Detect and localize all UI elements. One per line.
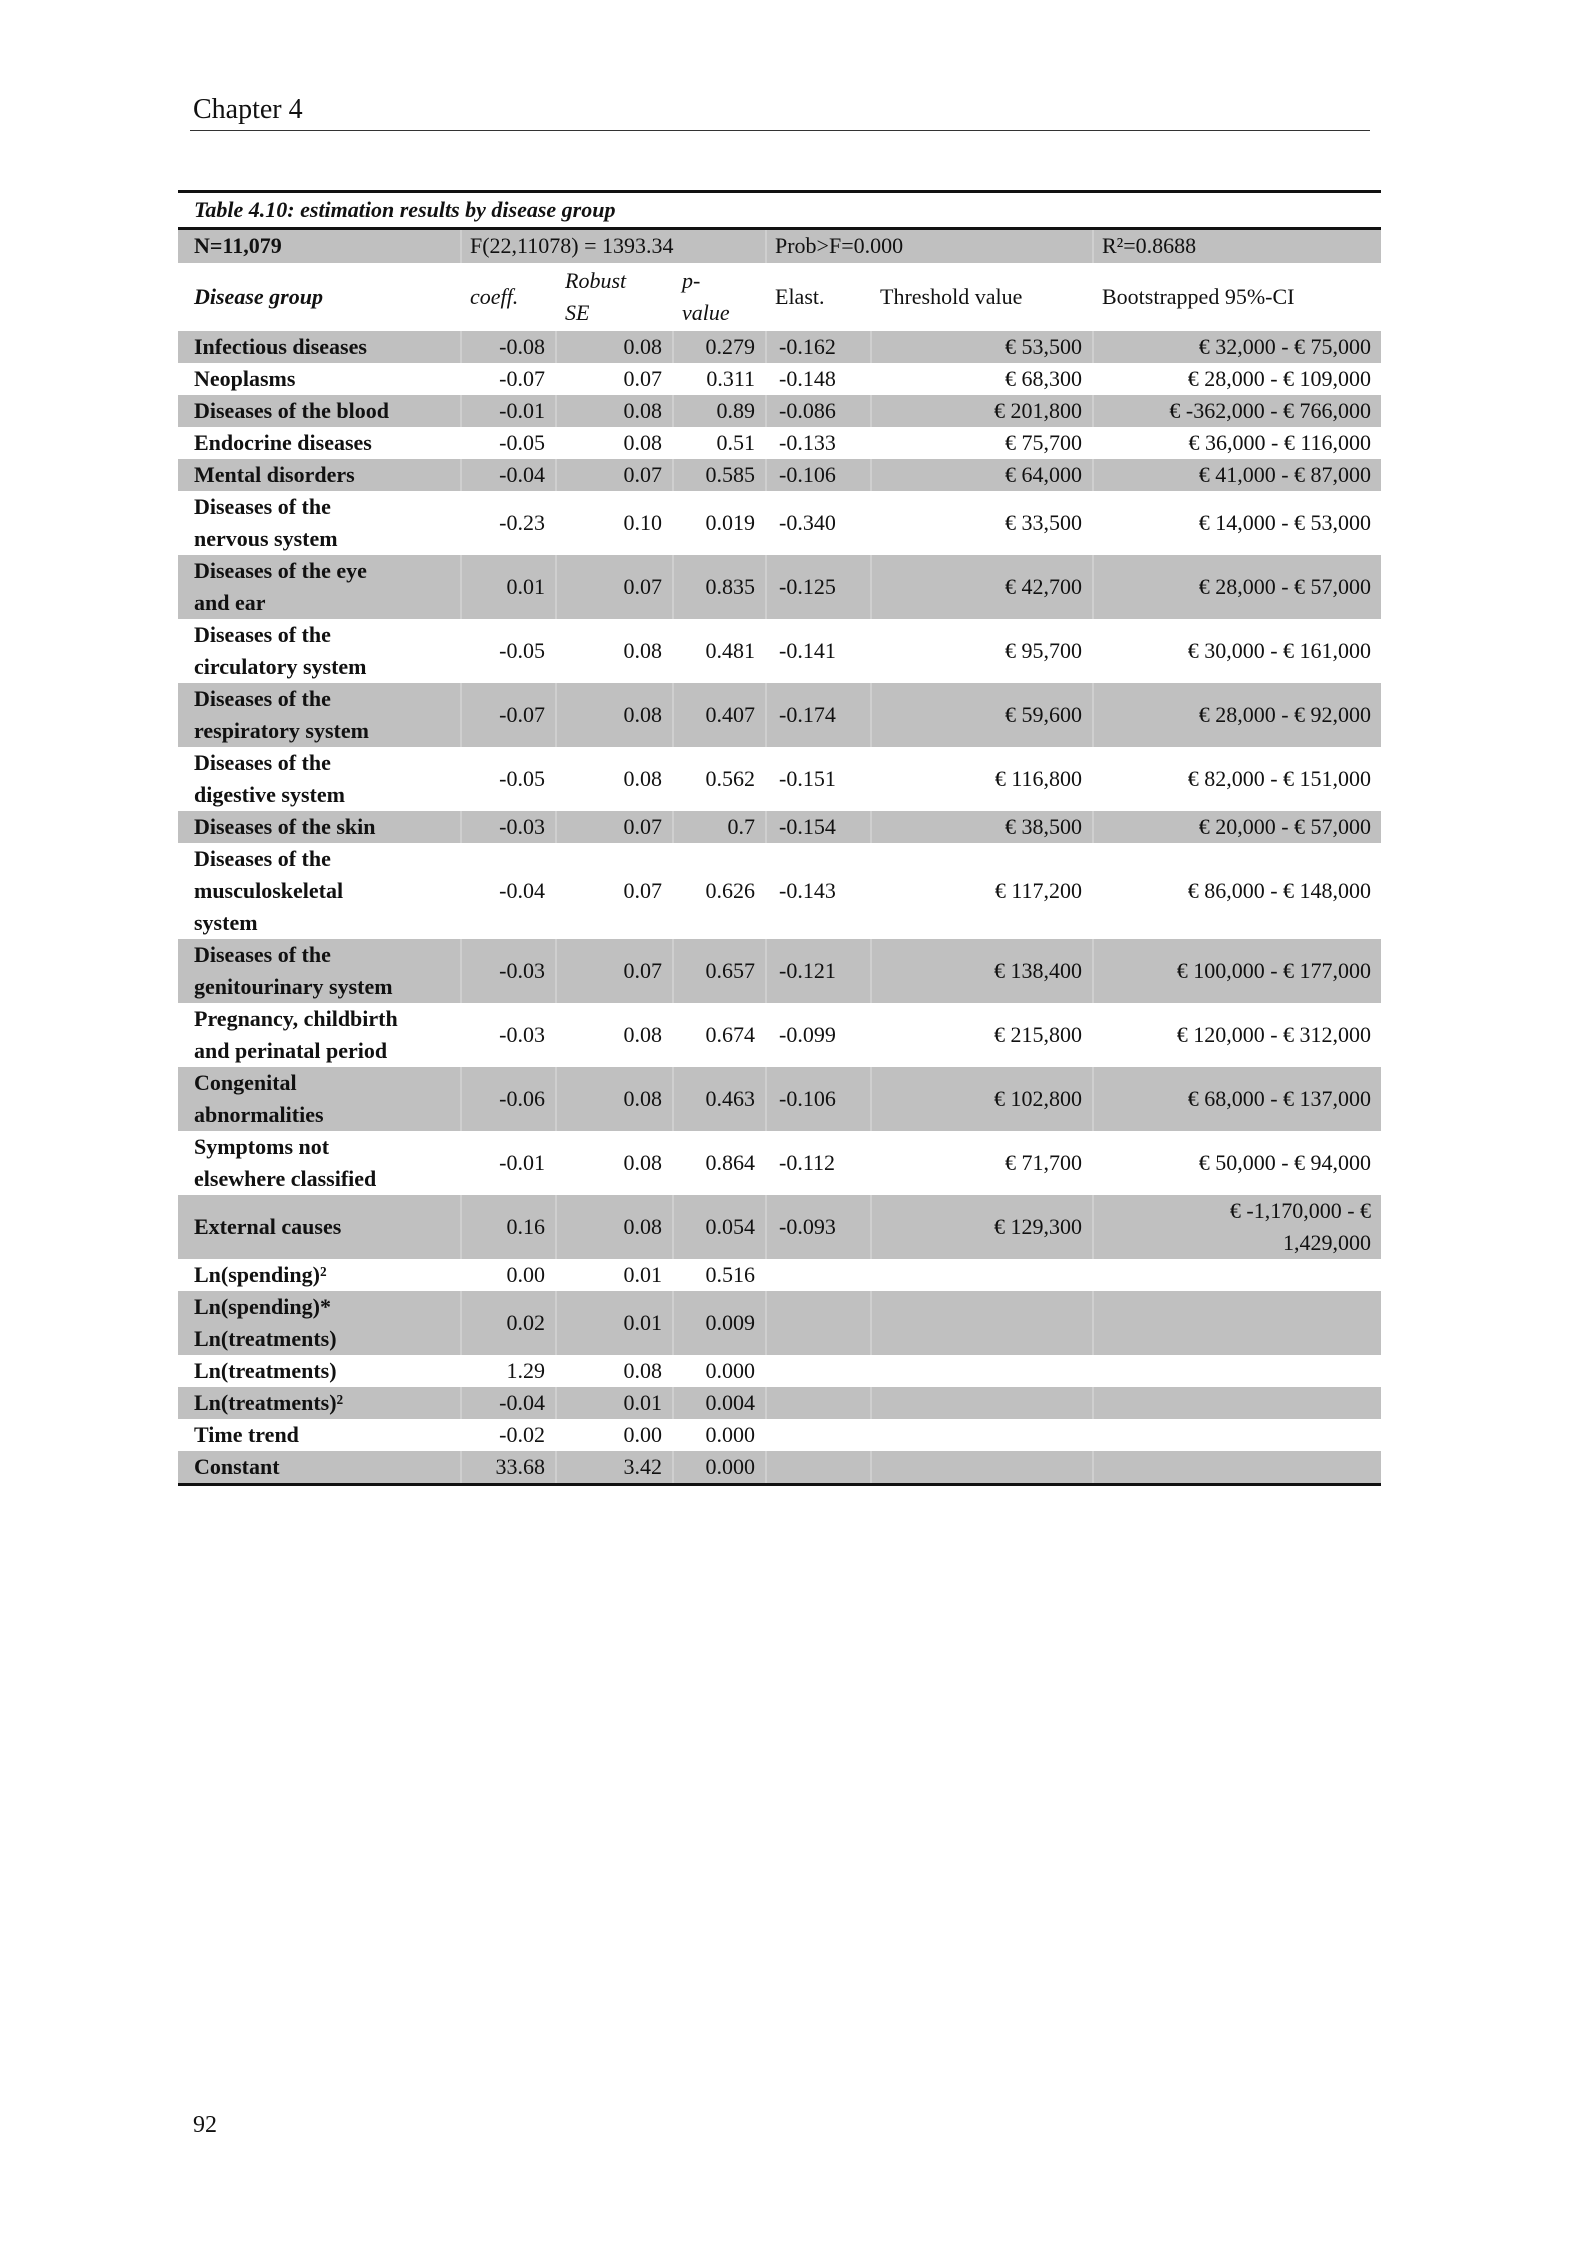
coeff-cell: -0.03 [460,811,555,843]
threshold-cell: € 75,700 [1005,429,1082,455]
se-cell: 0.08 [555,331,672,363]
threshold-cell: € 42,700 [870,555,1092,619]
threshold-cell: € 38,500 [870,811,1092,843]
se-cell: 0.07 [555,939,672,1003]
coeff-cell: -0.07 [499,365,545,391]
elasticity-cell: -0.154 [765,811,870,843]
p-value-cell: 0.311 [706,365,755,391]
row-label: Endocrine diseases [194,429,372,455]
ci-cell [1092,1419,1381,1451]
table-row [178,1131,1381,1195]
threshold-cell: € 53,500 [870,331,1092,363]
table-row [178,619,1381,683]
row-label: Diseases of the skin [178,811,460,843]
elasticity-cell: -0.125 [765,555,870,619]
table-row [178,427,1381,459]
p-value-cell: 0.626 [705,877,755,903]
coeff-cell: 0.01 [460,555,555,619]
p-value-cell: 0.009 [672,1291,765,1355]
threshold-cell [870,1259,1092,1291]
threshold-cell: € 64,000 [870,459,1092,491]
se-cell: 0.07 [555,811,672,843]
ci-cell: € 28,000 - € 109,000 [1187,365,1372,391]
coeff-cell: -0.05 [499,637,545,663]
row-label: Ln(spending)* Ln(treatments) [178,1291,460,1355]
p-value-cell: 0.000 [672,1451,765,1485]
coeff-cell: -0.08 [460,331,555,363]
col-header-se: Robust SE [565,267,627,325]
se-cell: 0.00 [623,1421,662,1447]
se-cell: 0.07 [623,365,662,391]
threshold-cell [870,1419,1092,1451]
ci-cell: € 68,000 - € 137,000 [1092,1067,1381,1131]
col-header-ci: Bootstrapped 95%-CI [1102,283,1295,309]
elasticity-cell: -0.106 [765,459,870,491]
coeff-cell: 0.16 [460,1195,555,1259]
row-label: Diseases of the digestive system [194,749,345,807]
p-value-cell: 0.054 [672,1195,765,1259]
col-header-coeff: coeff. [470,283,519,309]
threshold-cell: € 201,800 [870,395,1092,427]
row-label: Ln(treatments)² [178,1387,460,1419]
table-row [178,555,1381,619]
threshold-cell [870,1291,1092,1355]
elasticity-cell: -0.121 [765,939,870,1003]
se-cell: 0.08 [623,1149,662,1175]
elasticity-cell [765,1419,870,1451]
stat-n: N=11,079 [178,229,460,263]
p-value-cell: 0.000 [705,1357,755,1383]
coeff-cell: 1.29 [506,1357,545,1383]
chapter-header: Chapter 4 [193,94,303,125]
ci-cell: € 82,000 - € 151,000 [1187,765,1372,791]
threshold-cell: € 117,200 [994,877,1082,903]
col-header-group: Disease group [194,283,323,309]
table-row [178,331,1381,363]
row-label: External causes [178,1195,460,1259]
threshold-cell: € 138,400 [870,939,1092,1003]
elasticity-cell [765,1387,870,1419]
threshold-cell: € 116,800 [994,765,1082,791]
p-value-cell: 0.89 [672,395,765,427]
threshold-cell: € 215,800 [994,1021,1082,1047]
coeff-cell: -0.23 [499,509,545,535]
elasticity-cell: -0.133 [779,429,836,455]
coeff-cell: 0.02 [460,1291,555,1355]
table-row [178,1451,1381,1485]
table-row [178,843,1381,939]
se-cell: 0.07 [555,459,672,491]
p-value-cell: 0.481 [705,637,755,663]
table-row [178,1195,1381,1259]
ci-cell [1092,1259,1381,1291]
elasticity-cell: -0.143 [779,877,836,903]
se-cell: 0.07 [623,877,662,903]
row-label: Diseases of the blood [178,395,460,427]
row-label: Diseases of the musculoskeletal system [194,845,344,935]
col-header-p: p- value [682,267,730,325]
se-cell: 0.08 [623,1357,662,1383]
threshold-cell [870,1355,1092,1387]
threshold-cell: € 95,700 [1005,637,1082,663]
table-row [178,1387,1381,1419]
ci-cell: € 32,000 - € 75,000 [1092,331,1381,363]
p-value-cell: 0.51 [716,429,755,455]
ci-cell: € 36,000 - € 116,000 [1188,429,1372,455]
elasticity-cell: -0.148 [779,365,836,391]
se-cell: 0.01 [555,1291,672,1355]
p-value-cell: 0.835 [672,555,765,619]
row-label: Diseases of the nervous system [194,493,338,551]
table-row [178,363,1381,395]
ci-cell: € 20,000 - € 57,000 [1092,811,1381,843]
se-cell: 0.08 [555,1195,672,1259]
coeff-cell: -0.06 [460,1067,555,1131]
row-label: Congenital abnormalities [178,1067,460,1131]
se-cell: 0.01 [623,1261,662,1287]
row-label: Diseases of the circulatory system [194,621,367,679]
elasticity-cell: -0.141 [779,637,836,663]
table-row [178,811,1381,843]
row-label: Pregnancy, childbirth and perinatal period [194,1005,398,1063]
table-row [178,1003,1381,1067]
elasticity-cell: -0.174 [765,683,870,747]
coeff-cell: 0.00 [506,1261,545,1287]
elasticity-cell: -0.112 [779,1149,836,1175]
ci-cell: € 14,000 - € 53,000 [1198,509,1372,535]
row-label: Neoplasms [194,365,296,391]
se-cell: 3.42 [555,1451,672,1485]
elasticity-cell: -0.086 [765,395,870,427]
elasticity-cell: -0.162 [765,331,870,363]
p-value-cell: 0.585 [672,459,765,491]
p-value-cell: 0.463 [672,1067,765,1131]
page-number: 92 [193,2112,217,2138]
coeff-cell: -0.07 [460,683,555,747]
threshold-cell: € 129,300 [870,1195,1092,1259]
coeff-cell: -0.01 [499,1149,545,1175]
threshold-cell: € 33,500 [1005,509,1082,535]
p-value-cell: 0.279 [672,331,765,363]
row-label: Ln(treatments) [194,1357,337,1383]
table-row [178,1067,1381,1131]
coeff-cell: -0.03 [460,939,555,1003]
elasticity-cell [765,1291,870,1355]
ci-cell: € 120,000 - € 312,000 [1176,1021,1372,1047]
threshold-cell: € 71,700 [1005,1149,1082,1175]
coeff-cell: -0.04 [460,459,555,491]
ci-cell [1092,1451,1381,1485]
se-cell: 0.08 [555,683,672,747]
ci-cell: € 86,000 - € 148,000 [1187,877,1372,903]
coeff-cell: -0.02 [499,1421,545,1447]
ci-cell: € 50,000 - € 94,000 [1198,1149,1372,1175]
estimation-results-table [178,190,1381,1486]
row-label: Mental disorders [178,459,460,491]
elasticity-cell: -0.093 [765,1195,870,1259]
elasticity-cell [765,1451,870,1485]
se-cell: 0.10 [623,509,662,535]
coeff-cell: -0.05 [499,765,545,791]
coeff-cell: -0.04 [499,877,545,903]
elasticity-cell: -0.340 [779,509,836,535]
table-row [178,1259,1381,1291]
se-cell: 0.08 [555,395,672,427]
ci-cell: € 28,000 - € 57,000 [1092,555,1381,619]
table-row [178,1291,1381,1355]
stat-f: F(22,11078) = 1393.34 [460,229,765,263]
table-row [178,491,1381,555]
table-row [178,747,1381,811]
se-cell: 0.08 [623,429,662,455]
ci-cell: € -1,170,000 - € 1,429,000 [1092,1195,1381,1259]
threshold-cell: € 102,800 [870,1067,1092,1131]
threshold-cell [870,1451,1092,1485]
table-row [178,939,1381,1003]
p-value-cell: 0.864 [705,1149,755,1175]
threshold-cell: € 59,600 [870,683,1092,747]
row-label: Symptoms not elsewhere classified [194,1133,377,1191]
row-label: Constant [178,1451,460,1485]
ci-cell: € 28,000 - € 92,000 [1092,683,1381,747]
stat-prob: Prob>F=0.000 [765,229,1092,263]
ci-cell [1092,1291,1381,1355]
p-value-cell: 0.7 [672,811,765,843]
row-label: Infectious diseases [178,331,460,363]
p-value-cell: 0.019 [705,509,755,535]
col-header-elast: Elast. [775,283,825,309]
se-cell: 0.08 [623,637,662,663]
threshold-cell [870,1387,1092,1419]
table-row [178,1419,1381,1451]
row-label: Diseases of the eye and ear [178,555,460,619]
table-caption: Table 4.10: estimation results by disease group [178,192,1381,229]
se-cell: 0.07 [555,555,672,619]
coeff-cell: -0.05 [499,429,545,455]
ci-cell: € 30,000 - € 161,000 [1187,637,1372,663]
ci-cell [1092,1387,1381,1419]
coeff-cell: -0.01 [460,395,555,427]
elasticity-cell [765,1259,870,1291]
row-label: Diseases of the respiratory system [178,683,460,747]
coeff-cell: -0.03 [499,1021,545,1047]
p-value-cell: 0.516 [705,1261,755,1287]
p-value-cell: 0.674 [705,1021,755,1047]
elasticity-cell: -0.106 [765,1067,870,1131]
header-rule [190,130,1370,131]
col-header-threshold: Threshold value [880,283,1023,309]
table-row [178,1355,1381,1387]
ci-cell: € 100,000 - € 177,000 [1092,939,1381,1003]
p-value-cell: 0.407 [672,683,765,747]
elasticity-cell [765,1355,870,1387]
p-value-cell: 0.004 [672,1387,765,1419]
table-row [178,683,1381,747]
row-label: Ln(spending)² [194,1261,327,1287]
p-value-cell: 0.562 [705,765,755,791]
ci-cell: € -362,000 - € 766,000 [1092,395,1381,427]
p-value-cell: 0.657 [672,939,765,1003]
se-cell: 0.08 [623,1021,662,1047]
elasticity-cell: -0.151 [779,765,836,791]
stat-r2: R²=0.8688 [1092,229,1381,263]
se-cell: 0.08 [623,765,662,791]
row-label: Diseases of the genitourinary system [178,939,460,1003]
ci-cell [1092,1355,1381,1387]
table-row [178,459,1381,491]
ci-cell: € 41,000 - € 87,000 [1092,459,1381,491]
se-cell: 0.08 [555,1067,672,1131]
p-value-cell: 0.000 [705,1421,755,1447]
se-cell: 0.01 [555,1387,672,1419]
coeff-cell: -0.04 [460,1387,555,1419]
threshold-cell: € 68,300 [1005,365,1082,391]
coeff-cell: 33.68 [460,1451,555,1485]
row-label: Time trend [194,1421,299,1447]
table-row [178,395,1381,427]
elasticity-cell: -0.099 [779,1021,836,1047]
